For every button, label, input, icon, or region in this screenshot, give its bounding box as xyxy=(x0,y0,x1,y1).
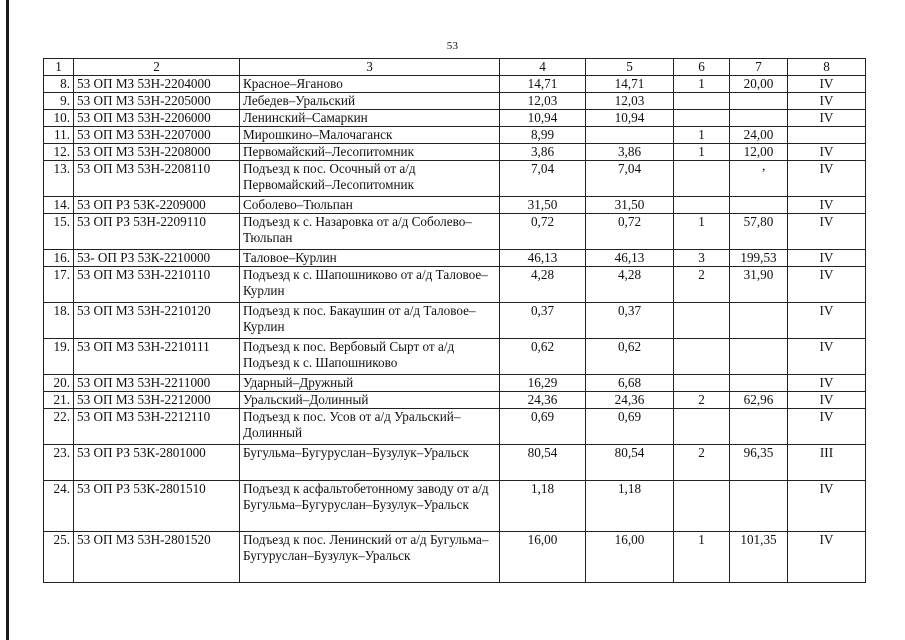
road-code-cell: 53 ОП МЗ 53Н-2212110 xyxy=(74,409,240,445)
table-row xyxy=(44,161,866,197)
row-number-cell: 9. xyxy=(44,93,74,110)
count-cell xyxy=(674,303,730,339)
road-name-cell: Красное–Яганово xyxy=(240,76,500,93)
page-number: 53 xyxy=(446,40,459,52)
road-code-cell: 53 ОП РЗ 53К-2801510 xyxy=(74,481,240,532)
row-number-cell: 21. xyxy=(44,392,74,409)
length-total-cell: 0,37 xyxy=(500,303,586,339)
length-surface-cell: 46,13 xyxy=(586,250,674,267)
table-row xyxy=(44,127,866,144)
length-surface-cell: 16,00 xyxy=(586,532,674,583)
table-row xyxy=(44,532,866,583)
value-cell: 62,96 xyxy=(730,392,788,409)
value-cell xyxy=(730,93,788,110)
count-cell xyxy=(674,93,730,110)
category-cell: IV xyxy=(788,250,866,267)
row-number-cell: 25. xyxy=(44,532,74,583)
category-cell: IV xyxy=(788,76,866,93)
table-row xyxy=(44,76,866,93)
road-name-cell: Лебедев–Уральский xyxy=(240,93,500,110)
category-cell: IV xyxy=(788,93,866,110)
count-cell: 1 xyxy=(674,127,730,144)
road-name-cell: Подъезд к с. Назаровка от а/д Соболево–Тюльпан xyxy=(240,214,500,250)
table-row xyxy=(44,375,866,392)
length-surface-cell: 4,28 xyxy=(586,267,674,303)
length-total-cell: 4,28 xyxy=(500,267,586,303)
category-cell: IV xyxy=(788,110,866,127)
row-number-cell: 11. xyxy=(44,127,74,144)
header-cell: 4 xyxy=(500,59,586,76)
length-surface-cell: 14,71 xyxy=(586,76,674,93)
category-cell: IV xyxy=(788,214,866,250)
value-cell xyxy=(730,197,788,214)
road-code-cell: 53 ОП МЗ 53Н-2210111 xyxy=(74,339,240,375)
length-surface-cell: 0,72 xyxy=(586,214,674,250)
length-surface-cell: 3,86 xyxy=(586,144,674,161)
road-code-cell: 53 ОП МЗ 53Н-2206000 xyxy=(74,110,240,127)
category-cell: III xyxy=(788,445,866,481)
header-cell: 6 xyxy=(674,59,730,76)
category-cell: IV xyxy=(788,481,866,532)
category-cell: IV xyxy=(788,197,866,214)
row-number-cell: 24. xyxy=(44,481,74,532)
length-total-cell: 8,99 xyxy=(500,127,586,144)
table-row xyxy=(44,250,866,267)
road-code-cell: 53 ОП МЗ 53Н-2801520 xyxy=(74,532,240,583)
road-code-cell: 53 ОП МЗ 53Н-2208110 xyxy=(74,161,240,197)
value-cell xyxy=(730,481,788,532)
road-code-cell: 53 ОП РЗ 53К-2209000 xyxy=(74,197,240,214)
roads-table xyxy=(43,58,866,583)
length-total-cell: 80,54 xyxy=(500,445,586,481)
header-cell: 8 xyxy=(788,59,866,76)
table-row xyxy=(44,214,866,250)
road-code-cell: 53 ОП МЗ 53Н-2210120 xyxy=(74,303,240,339)
category-cell: IV xyxy=(788,267,866,303)
value-cell xyxy=(730,409,788,445)
table-row xyxy=(44,197,866,214)
length-total-cell: 14,71 xyxy=(500,76,586,93)
road-name-cell: Подъезд к пос. Вербовый Сырт от а/д Подъезд к с. Шапошниково xyxy=(240,339,500,375)
value-cell: 101,35 xyxy=(730,532,788,583)
count-cell xyxy=(674,481,730,532)
road-code-cell: 53 ОП МЗ 53Н-2204000 xyxy=(74,76,240,93)
table-row xyxy=(44,144,866,161)
header-cell: 3 xyxy=(240,59,500,76)
road-name-cell: Первомайский–Лесопитомник xyxy=(240,144,500,161)
length-surface-cell: 0,69 xyxy=(586,409,674,445)
category-cell: IV xyxy=(788,392,866,409)
road-name-cell: Подъезд к пос. Бакаушин от а/д Таловое–Курлин xyxy=(240,303,500,339)
count-cell xyxy=(674,375,730,392)
table-row xyxy=(44,267,866,303)
length-total-cell: 16,00 xyxy=(500,532,586,583)
category-cell: IV xyxy=(788,339,866,375)
length-surface-cell xyxy=(586,127,674,144)
scan-edge-line xyxy=(6,0,9,640)
count-cell xyxy=(674,161,730,197)
road-name-cell: Подъезд к пос. Усов от а/д Уральский–Долинный xyxy=(240,409,500,445)
row-number-cell: 8. xyxy=(44,76,74,93)
count-cell xyxy=(674,110,730,127)
count-cell: 1 xyxy=(674,532,730,583)
length-surface-cell: 10,94 xyxy=(586,110,674,127)
length-total-cell: 12,03 xyxy=(500,93,586,110)
table-row xyxy=(44,339,866,375)
road-code-cell: 53 ОП МЗ 53Н-2212000 xyxy=(74,392,240,409)
count-cell: 2 xyxy=(674,392,730,409)
category-cell: IV xyxy=(788,144,866,161)
row-number-cell: 17. xyxy=(44,267,74,303)
length-total-cell: 10,94 xyxy=(500,110,586,127)
road-name-cell: Соболево–Тюльпан xyxy=(240,197,500,214)
length-surface-cell: 12,03 xyxy=(586,93,674,110)
count-cell: 1 xyxy=(674,144,730,161)
row-number-cell: 18. xyxy=(44,303,74,339)
road-code-cell: 53 ОП МЗ 53Н-2210110 xyxy=(74,267,240,303)
road-name-cell: Подъезд к с. Шапошниково от а/д Таловое–Курлин xyxy=(240,267,500,303)
count-cell xyxy=(674,339,730,375)
row-number-cell: 12. xyxy=(44,144,74,161)
length-surface-cell: 0,37 xyxy=(586,303,674,339)
length-surface-cell: 80,54 xyxy=(586,445,674,481)
row-number-cell: 20. xyxy=(44,375,74,392)
table-row xyxy=(44,392,866,409)
table-row xyxy=(44,93,866,110)
category-cell: IV xyxy=(788,303,866,339)
row-number-cell: 19. xyxy=(44,339,74,375)
length-total-cell: 7,04 xyxy=(500,161,586,197)
road-name-cell: Мирошкино–Малочаганск xyxy=(240,127,500,144)
value-cell: 24,00 xyxy=(730,127,788,144)
road-name-cell: Бугульма–Бугуруслан–Бузулук–Уральск xyxy=(240,445,500,481)
row-number-cell: 22. xyxy=(44,409,74,445)
value-cell xyxy=(730,161,788,197)
table-row xyxy=(44,445,866,481)
value-cell xyxy=(730,375,788,392)
count-cell: 1 xyxy=(674,76,730,93)
row-number-cell: 10. xyxy=(44,110,74,127)
value-cell xyxy=(730,303,788,339)
header-cell: 1 xyxy=(44,59,74,76)
length-total-cell: 0,62 xyxy=(500,339,586,375)
road-name-cell: Ударный–Дружный xyxy=(240,375,500,392)
category-cell xyxy=(788,127,866,144)
road-code-cell: 53 ОП МЗ 53Н-2208000 xyxy=(74,144,240,161)
length-surface-cell: 0,62 xyxy=(586,339,674,375)
header-cell: 7 xyxy=(730,59,788,76)
count-cell xyxy=(674,409,730,445)
value-cell: 12,00 xyxy=(730,144,788,161)
header-row xyxy=(44,59,866,76)
length-surface-cell: 7,04 xyxy=(586,161,674,197)
length-total-cell: 0,69 xyxy=(500,409,586,445)
road-code-cell: 53 ОП МЗ 53Н-2205000 xyxy=(74,93,240,110)
value-cell: 31,90 xyxy=(730,267,788,303)
length-total-cell: 16,29 xyxy=(500,375,586,392)
length-total-cell: 31,50 xyxy=(500,197,586,214)
count-cell xyxy=(674,197,730,214)
category-cell: IV xyxy=(788,375,866,392)
road-code-cell: 53 ОП МЗ 53Н-2211000 xyxy=(74,375,240,392)
category-cell: IV xyxy=(788,161,866,197)
road-name-cell: Подъезд к пос. Осочный от а/д Первомайский–Лесопитомник xyxy=(240,161,500,197)
road-name-cell: Подъезд к асфальтобетонному заводу от а/д Бугульма–Бугуруслан–Бузулук–Уральск xyxy=(240,481,500,532)
category-cell: IV xyxy=(788,532,866,583)
row-number-cell: 13. xyxy=(44,161,74,197)
value-cell: 20,00 xyxy=(730,76,788,93)
length-total-cell: 46,13 xyxy=(500,250,586,267)
road-code-cell: 53 ОП РЗ 53Н-2209110 xyxy=(74,214,240,250)
table-row xyxy=(44,110,866,127)
length-surface-cell: 24,36 xyxy=(586,392,674,409)
value-cell xyxy=(730,110,788,127)
road-code-cell: 53 ОП РЗ 53К-2801000 xyxy=(74,445,240,481)
road-name-cell: Уральский–Долинный xyxy=(240,392,500,409)
length-surface-cell: 1,18 xyxy=(586,481,674,532)
length-total-cell: 1,18 xyxy=(500,481,586,532)
category-cell: IV xyxy=(788,409,866,445)
length-surface-cell: 6,68 xyxy=(586,375,674,392)
value-cell: 199,53 xyxy=(730,250,788,267)
road-name-cell: Таловое–Курлин xyxy=(240,250,500,267)
count-cell: 2 xyxy=(674,445,730,481)
length-surface-cell: 31,50 xyxy=(586,197,674,214)
length-total-cell: 3,86 xyxy=(500,144,586,161)
length-total-cell: 0,72 xyxy=(500,214,586,250)
road-code-cell: 53 ОП МЗ 53Н-2207000 xyxy=(74,127,240,144)
count-cell: 3 xyxy=(674,250,730,267)
length-total-cell: 24,36 xyxy=(500,392,586,409)
stray-mark: , xyxy=(762,159,766,174)
table-row xyxy=(44,409,866,445)
count-cell: 2 xyxy=(674,267,730,303)
row-number-cell: 14. xyxy=(44,197,74,214)
count-cell: 1 xyxy=(674,214,730,250)
row-number-cell: 23. xyxy=(44,445,74,481)
row-number-cell: 16. xyxy=(44,250,74,267)
table-row xyxy=(44,481,866,532)
value-cell: 57,80 xyxy=(730,214,788,250)
value-cell xyxy=(730,339,788,375)
road-name-cell: Подъезд к пос. Ленинский от а/д Бугульма–Бугуруслан–Бузулук–Уральск xyxy=(240,532,500,583)
header-cell: 2 xyxy=(74,59,240,76)
row-number-cell: 15. xyxy=(44,214,74,250)
header-cell: 5 xyxy=(586,59,674,76)
road-code-cell: 53- ОП РЗ 53К-2210000 xyxy=(74,250,240,267)
value-cell: 96,35 xyxy=(730,445,788,481)
road-name-cell: Ленинский–Самаркин xyxy=(240,110,500,127)
table-row xyxy=(44,303,866,339)
